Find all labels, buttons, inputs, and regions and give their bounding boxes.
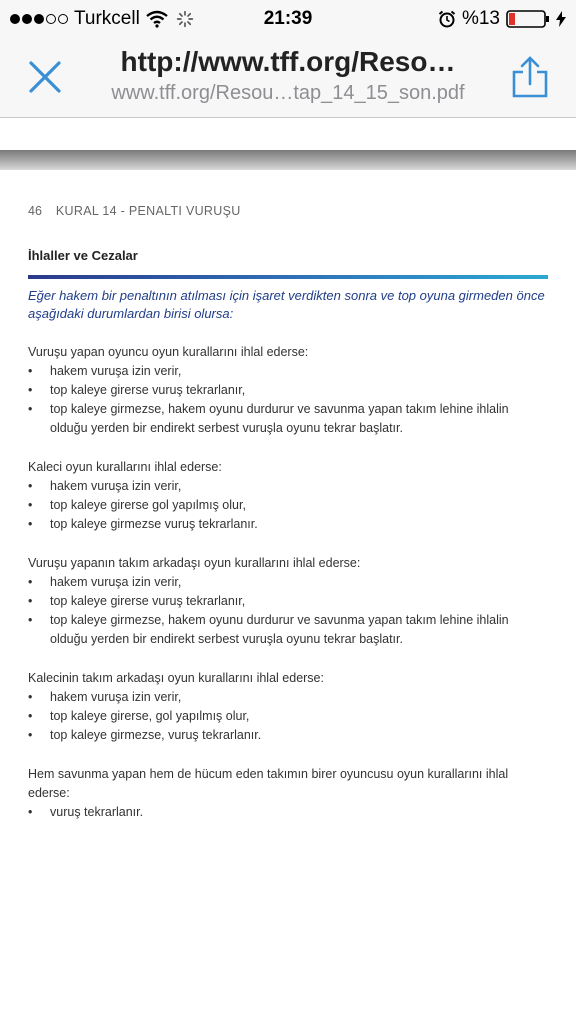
bullet-list [28,803,548,822]
status-time: 21:39 [263,8,313,29]
doc-header [28,204,548,218]
list-item [28,477,548,496]
list-item [28,381,548,400]
rule-block-head: Vuruşu yapan oyuncu oyun kurallarını ihlal ederse: [28,345,309,359]
list-item [28,592,548,611]
list-item-text: top kaleye girmezse, vuruş tekrarlanır. [50,728,262,742]
rule-block-head: Vuruşu yapanın takım arkadaşı oyun kurallarını ihlal ederse: [28,556,361,570]
list-item [28,688,548,707]
bullet-icon: • [28,402,33,416]
bullet-icon: • [28,575,33,589]
rule-block [28,765,548,822]
list-item [28,496,548,515]
browser-nav-bar [0,38,576,118]
status-right [438,8,566,30]
bullet-icon: • [28,479,33,493]
bullet-icon: • [28,517,33,531]
wifi-icon [146,10,168,28]
rule-block [28,669,548,745]
signal-dot [22,14,32,24]
rule-block [28,554,548,649]
list-item-text: top kaleye girmezse, hakem oyunu durdurur ve savunma yapan takım lehine ihlalin olduğu yerden bir endirekt serbest vuruşla oyunu tekrar başlatır. [50,402,509,435]
list-item-text: hakem vuruşa izin verir, [50,575,182,589]
bullet-icon: • [28,805,33,819]
page-separator [0,150,576,170]
page-gap [0,118,576,150]
page-number: 46 [28,204,42,218]
pdf-document[interactable] [0,204,576,822]
list-item [28,726,548,745]
bullet-icon: • [28,613,33,627]
list-item-text: top kaleye girerse, gol yapılmış olur, [50,709,250,723]
bullet-list [28,362,548,438]
battery-percentage: %13 [461,8,500,29]
signal-dot [34,14,44,24]
rule-block-head: Hem savunma yapan hem de hücum eden takımın birer oyuncusu oyun kurallarını ihlal ederse: [28,767,509,800]
list-item [28,573,548,592]
charging-bolt-icon [556,11,566,27]
status-left [10,8,196,30]
bullet-list [28,477,548,534]
alarm-icon [438,10,456,28]
page-url-title: http://www.tff.org/Reso… [120,46,456,77]
rule-block [28,458,548,534]
bullet-icon: • [28,364,33,378]
activity-spinner-icon [174,10,196,28]
list-item [28,707,548,726]
bullet-list [28,573,548,649]
list-item-text: hakem vuruşa izin verir, [50,479,182,493]
list-item-text: hakem vuruşa izin verir, [50,690,182,704]
list-item-text: vuruş tekrarlanır. [50,805,144,819]
bullet-list [28,688,548,745]
carrier-name: Turkcell [74,8,140,29]
bullet-icon: • [28,690,33,704]
list-item [28,611,548,649]
list-item-text: top kaleye girmezse vuruş tekrarlanır. [50,517,258,531]
share-icon[interactable] [510,56,550,98]
signal-strength-icon [10,14,68,24]
bullet-icon: • [28,709,33,723]
signal-dot [58,14,68,24]
status-bar [0,0,576,38]
bullet-icon: • [28,728,33,742]
page-url-subtitle: www.tff.org/Resou…tap_14_15_son.pdf [111,82,465,104]
bullet-icon: • [28,594,33,608]
rule-block-head: Kalecinin takım arkadaşı oyun kurallarını ihlal ederse: [28,671,324,685]
list-item [28,362,548,381]
intro-text: Eğer hakem bir penaltının atılması için işaret verdikten sonra ve top oyuna girmeden önce aşağıdaki durumlardan birisi olursa: [28,288,545,321]
battery-icon [506,10,550,28]
rule-block [28,343,548,438]
doc-header-title: KURAL 14 - PENALTI VURUŞU [55,204,241,218]
list-item-text: top kaleye girerse gol yapılmış olur, [50,498,246,512]
bullet-icon: • [28,498,33,512]
list-item-text: hakem vuruşa izin verir, [50,364,182,378]
signal-dot [10,14,20,24]
list-item-text: top kaleye girmezse, hakem oyunu durdurur ve savunma yapan takım lehine ihlalin olduğu yerden bir endirekt serbest vuruşla oyunu tekrar başlatır. [50,613,509,646]
list-item [28,515,548,534]
section-title: İhlaller ve Cezalar [28,248,138,263]
close-icon[interactable] [28,60,62,94]
rule-block-head: Kaleci oyun kurallarını ihlal ederse: [28,460,222,474]
list-item [28,803,548,822]
bullet-icon: • [28,383,33,397]
section-divider [28,275,548,279]
list-item-text: top kaleye girerse vuruş tekrarlanır, [50,383,246,397]
signal-dot [46,14,56,24]
list-item [28,400,548,438]
list-item-text: top kaleye girerse vuruş tekrarlanır, [50,594,246,608]
